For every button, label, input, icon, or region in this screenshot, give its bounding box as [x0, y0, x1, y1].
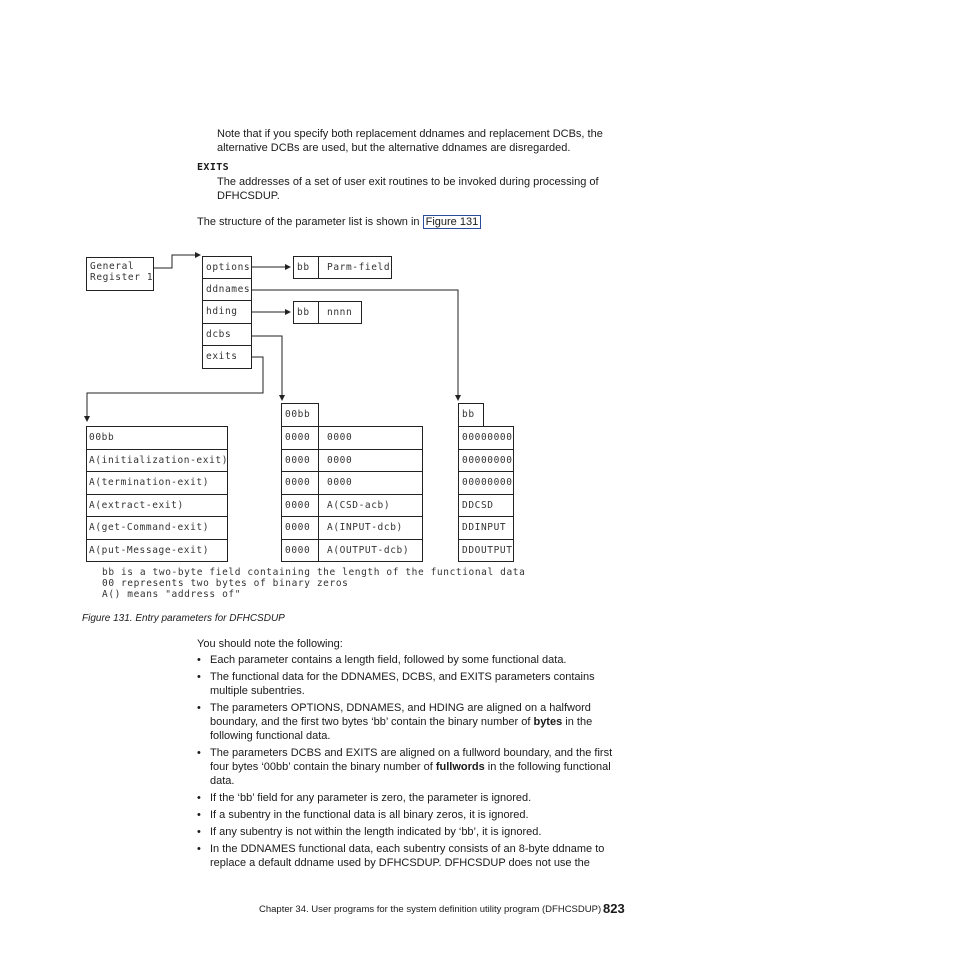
- dcbs-cell: 0000: [327, 477, 353, 488]
- footer-chapter: Chapter 34. User programs for the system definition utility program (DFHCSDUP): [259, 904, 602, 915]
- param-options: [202, 256, 252, 279]
- dcbs-cell: A(INPUT-dcb): [327, 522, 403, 533]
- dcbs-cell: 0000: [285, 432, 311, 443]
- ddnames-row: [458, 539, 514, 562]
- structure-text: The structure of the parameter list is shown in: [197, 216, 420, 228]
- ddname-value: 00000000: [462, 432, 513, 443]
- ddnames-row: [458, 426, 514, 450]
- dcbs-cell: 0000: [327, 455, 353, 466]
- dcbs-row-right: [318, 449, 423, 472]
- param-label: dcbs: [206, 329, 232, 340]
- bb-label: bb: [297, 262, 310, 273]
- bb-label: bb: [297, 307, 310, 318]
- note-intro: You should note the following:: [197, 638, 343, 650]
- bullet-text: The parameters OPTIONS, DDNAMES, and HDING are aligned on a halfword boundary, and the first two bytes ‘bb’ contain the binary number of: [210, 702, 591, 728]
- bullet-text: Each parameter contains a length field, followed by some functional data.: [210, 654, 567, 666]
- param-hding: [202, 300, 252, 324]
- ddnames-header-label: bb: [462, 409, 475, 420]
- dcbs-cell: 0000: [285, 455, 311, 466]
- list-item: [197, 701, 627, 743]
- register-line-1: General: [90, 261, 135, 272]
- list-item: [197, 653, 627, 667]
- param-dcbs: [202, 323, 252, 346]
- legend-line: bb is a two-byte field containing the length of the functional data: [102, 567, 526, 578]
- param-label: options: [206, 262, 251, 273]
- dcbs-row-right: [318, 471, 423, 495]
- exits-list-row: [86, 494, 228, 517]
- dcbs-cell: A(CSD-acb): [327, 500, 391, 511]
- dcbs-cell: 0000: [285, 522, 311, 533]
- dcbs-row-left: [281, 449, 319, 472]
- register-line-2: Register 1: [90, 272, 154, 283]
- page-number: 823: [603, 901, 625, 916]
- exit-address: A(get-Command-exit): [89, 522, 210, 533]
- dcbs-pointer-arrow: [251, 336, 282, 400]
- bullet-text: If the ‘bb’ field for any parameter is zero, the parameter is ignored.: [210, 792, 532, 804]
- general-register-box: [86, 257, 154, 291]
- nnnn-label: nnnn: [327, 307, 353, 318]
- bullet-text: In the DDNAMES functional data, each subentry consists of an 8-byte ddname to replace a default ddname used by DFHCSDUP. DFHCSDUP does not use the: [210, 843, 605, 869]
- exits-list-header: [86, 426, 228, 450]
- exits-list-row: [86, 471, 228, 495]
- ddname-value: 00000000: [462, 455, 513, 466]
- param-label: hding: [206, 306, 238, 317]
- bullet-text: The functional data for the DDNAMES, DCBS, and EXITS parameters contains multiple subentries.: [210, 671, 595, 697]
- param-ddnames: [202, 278, 252, 301]
- dcbs-row-left: [281, 539, 319, 562]
- parm-field-cell: [318, 256, 392, 279]
- ddnames-row: [458, 516, 514, 540]
- dcbs-cell: A(OUTPUT-dcb): [327, 545, 410, 556]
- exits-list-row: [86, 449, 228, 472]
- list-item: [197, 670, 627, 698]
- hding-bb-cell: [293, 301, 319, 324]
- exits-list-row: [86, 539, 228, 562]
- list-item: [197, 842, 627, 870]
- exits-header-label: 00bb: [89, 432, 115, 443]
- list-item: [197, 746, 627, 788]
- options-bb-cell: [293, 256, 319, 279]
- exit-address: A(extract-exit): [89, 500, 184, 511]
- figure-caption: Figure 131. Entry parameters for DFHCSDUP: [82, 613, 285, 624]
- dcbs-cell: 0000: [327, 432, 353, 443]
- ddname-value: DDOUTPUT: [462, 545, 513, 556]
- dcbs-row-right: [318, 516, 423, 540]
- dcbs-row-right: [318, 539, 423, 562]
- dcbs-row-left: [281, 471, 319, 495]
- register-pointer-arrow: [153, 255, 200, 268]
- dcbs-cell: 0000: [285, 500, 311, 511]
- ddnames-row: [458, 471, 514, 495]
- dcbs-row-left: [281, 426, 319, 450]
- ddname-value: DDINPUT: [462, 522, 507, 533]
- exits-description: The addresses of a set of user exit routines to be invoked during processing of DFHCSDUP.: [217, 176, 599, 202]
- dcbs-header-label: 00bb: [285, 409, 311, 420]
- parm-field-label: Parm-field: [327, 262, 391, 273]
- bullet-emphasis: bytes: [533, 716, 563, 728]
- exit-address: A(initialization-exit): [89, 455, 229, 466]
- ddnames-list-header: [458, 403, 484, 427]
- ddname-value: 00000000: [462, 477, 513, 488]
- list-item: [197, 825, 627, 839]
- dcbs-row-right: [318, 494, 423, 517]
- ddnames-row: [458, 494, 514, 517]
- ddnames-row: [458, 449, 514, 472]
- exits-list-row: [86, 516, 228, 540]
- list-item: [197, 791, 627, 805]
- legend-line: 00 represents two bytes of binary zeros: [102, 578, 349, 589]
- dcbs-cell: 0000: [285, 545, 311, 556]
- dcbs-row-left: [281, 516, 319, 540]
- bullet-emphasis: fullwords: [435, 761, 485, 773]
- bullet-text: If a subentry in the functional data is all binary zeros, it is ignored.: [210, 809, 529, 821]
- notes-list: [197, 653, 627, 873]
- dcbs-cell: 0000: [285, 477, 311, 488]
- bullet-text: If any subentry is not within the length indicated by ‘bb’, it is ignored.: [210, 826, 542, 838]
- ddname-value: DDCSD: [462, 500, 494, 511]
- param-label: ddnames: [206, 284, 251, 295]
- dcbs-list-header: [281, 403, 319, 427]
- bullet-text: in the following functional data.: [210, 716, 593, 742]
- bullet-text: The parameters DCBS and EXITS are aligned on a fullword boundary, and the first four bytes ‘00bb’ contain the binary number of: [210, 747, 613, 773]
- legend-line: A() means "address of": [102, 589, 242, 600]
- intro-note: Note that if you specify both replacement ddnames and replacement DCBs, the alternative DCBs are used, but the alternative ddnames are disregarded.: [217, 128, 603, 154]
- exit-address: A(put-Message-exit): [89, 545, 210, 556]
- dcbs-row-right: [318, 426, 423, 450]
- param-label: exits: [206, 351, 238, 362]
- bullet-text: in the following functional data.: [210, 761, 611, 787]
- list-item: [197, 808, 627, 822]
- dcbs-row-left: [281, 494, 319, 517]
- figure-131-link[interactable]: Figure 131: [423, 215, 482, 229]
- param-exits: [202, 345, 252, 369]
- exit-address: A(termination-exit): [89, 477, 210, 488]
- nnnn-cell: [318, 301, 362, 324]
- exits-term: EXITS: [197, 162, 230, 173]
